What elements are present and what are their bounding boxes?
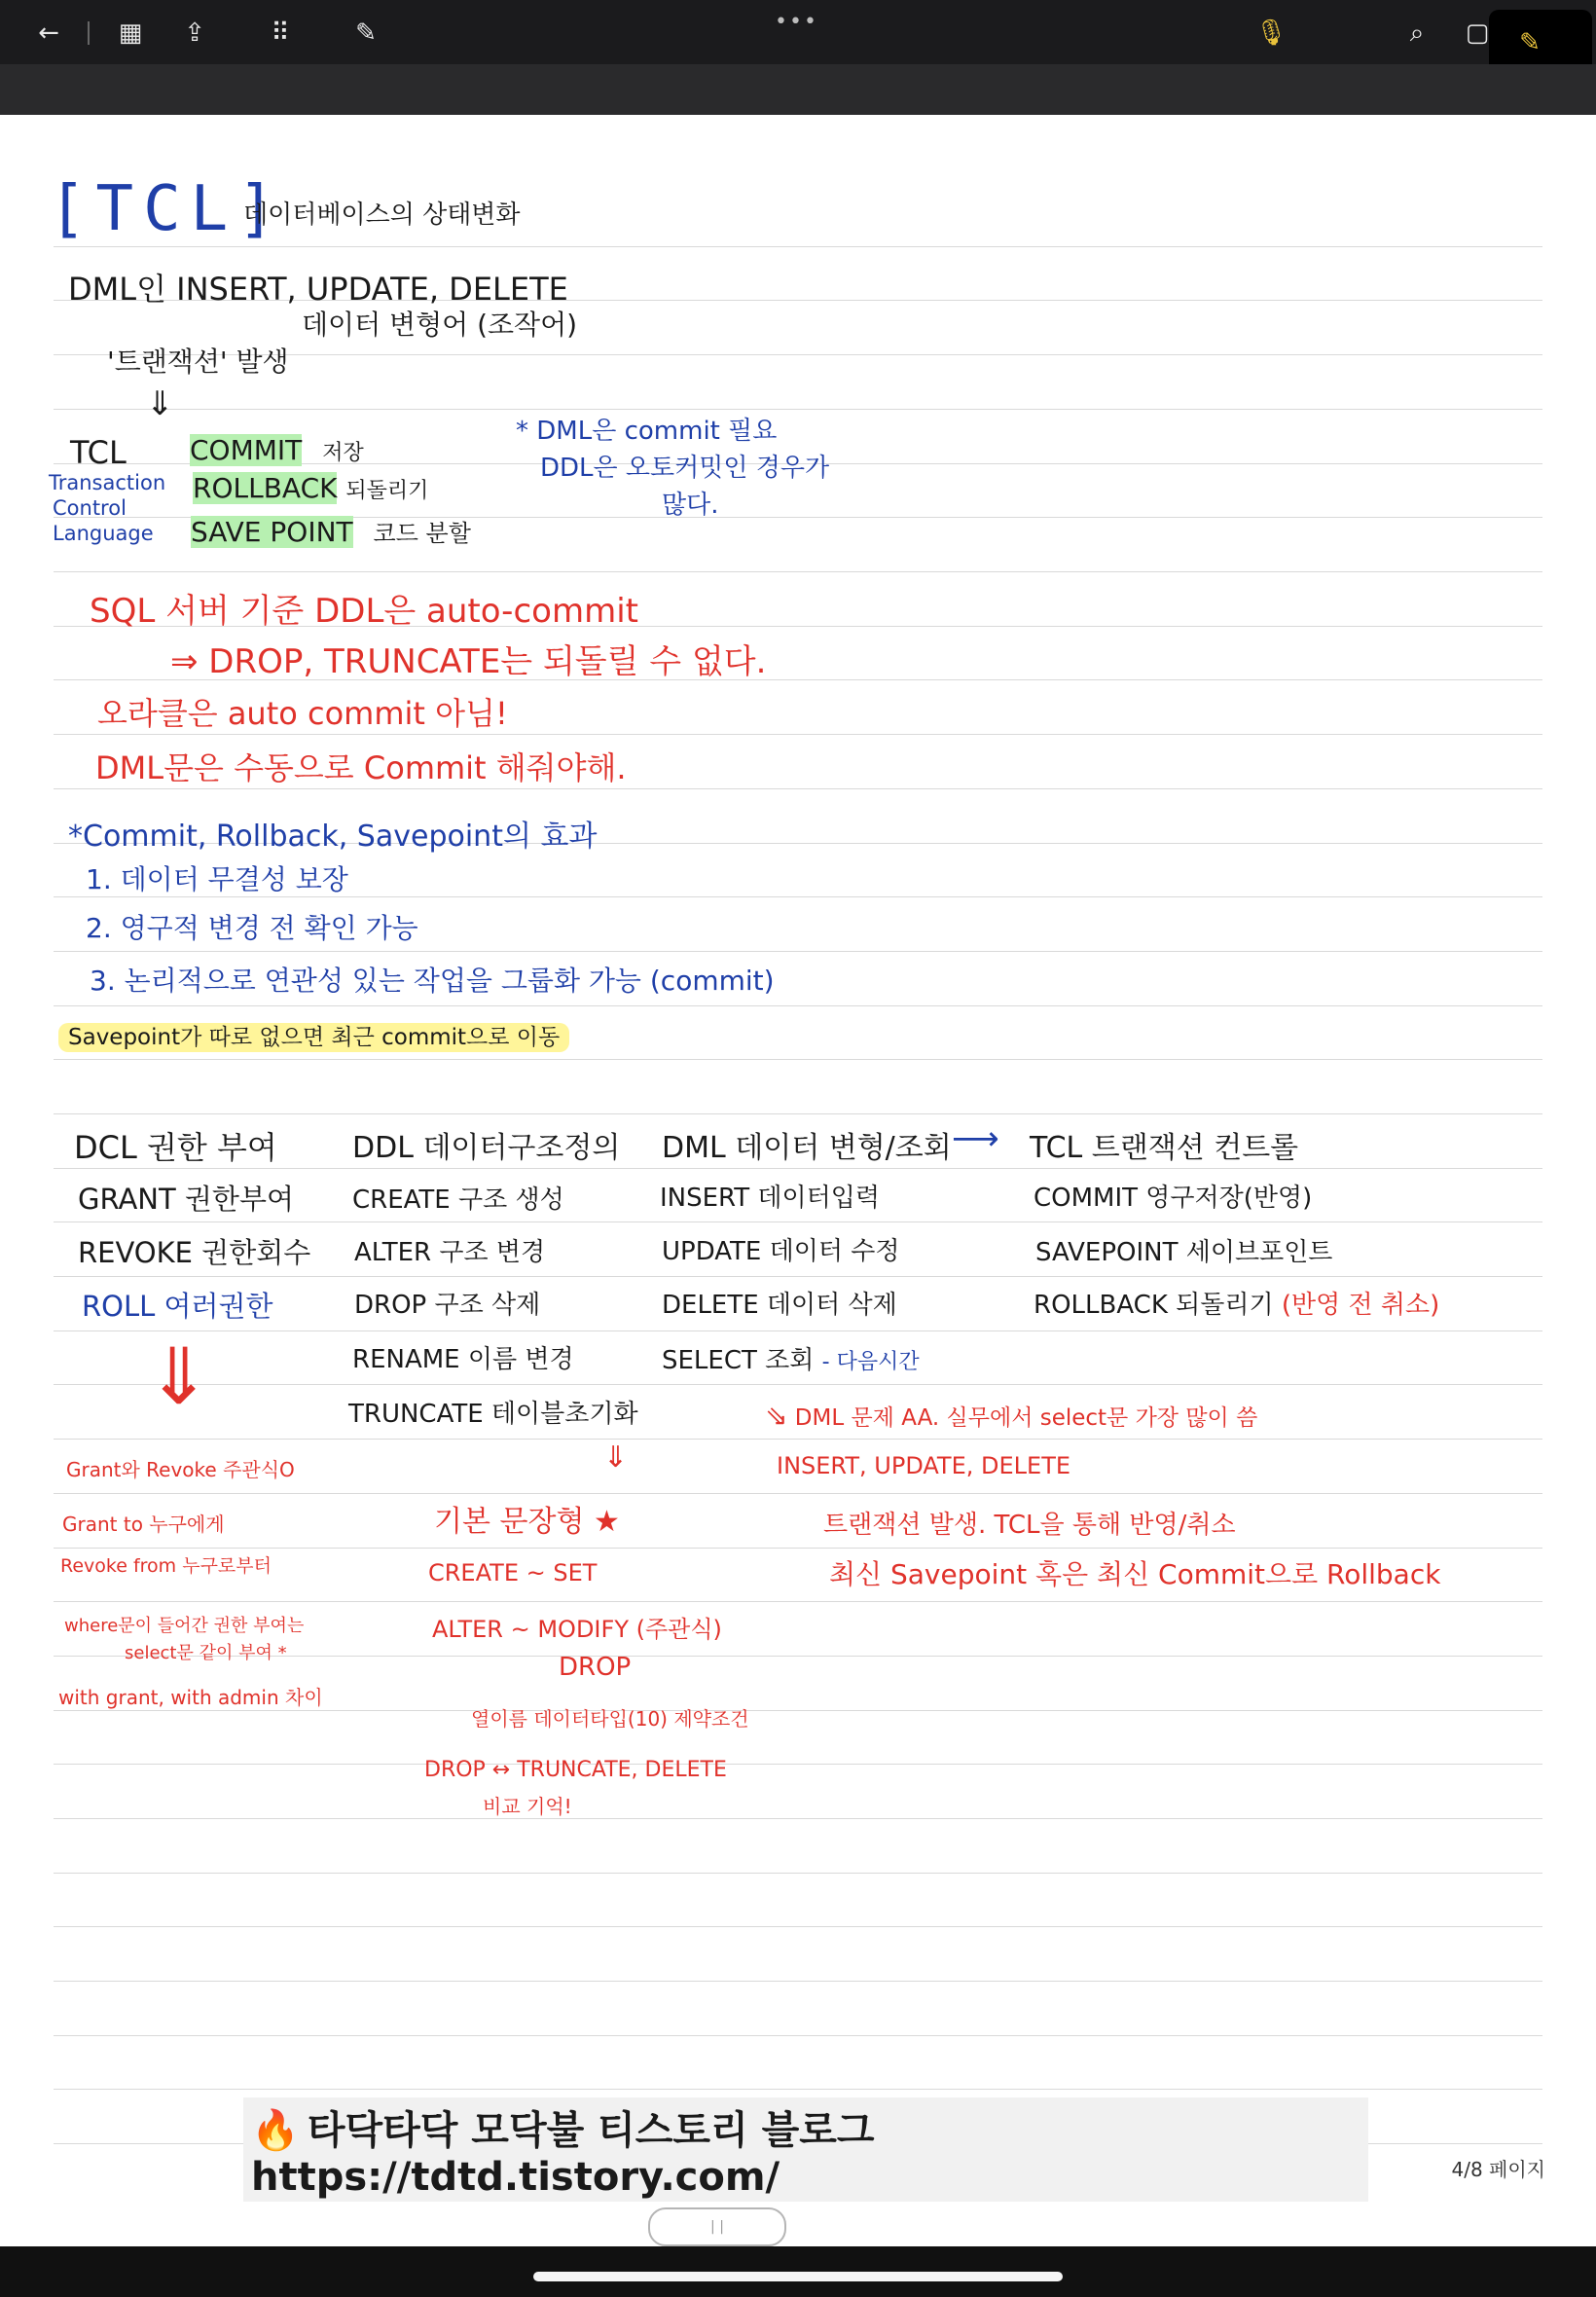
- red-note-2: ⇒ DROP, TRUNCATE는 되돌릴 수 없다.: [170, 642, 767, 681]
- secondary-toolbar: [0, 64, 1596, 115]
- ruled-line: [54, 1548, 1542, 1549]
- ruled-line: [54, 1168, 1542, 1169]
- back-arrow-icon[interactable]: ←: [38, 18, 59, 48]
- ruled-line: [54, 1710, 1542, 1711]
- top-toolbar: [0, 0, 1596, 64]
- red-small-down-arrow-icon: ⇓: [603, 1440, 629, 1475]
- grant-note-5: select문 같이 부여 *: [125, 1643, 287, 1663]
- rollback-keyword: ROLLBACK: [193, 472, 338, 504]
- grant-note-4: where문이 들어간 권한 부여는: [64, 1616, 305, 1636]
- rollback-desc: 되돌리기: [345, 479, 429, 503]
- ruled-line: [54, 1439, 1542, 1440]
- tcl-full-2: Control: [53, 496, 127, 520]
- ruled-line: [54, 1113, 1542, 1114]
- tcl-full-1: Transaction: [49, 471, 166, 494]
- grant-note-6: with grant, with admin 차이: [58, 1686, 323, 1709]
- apps-dots-icon[interactable]: ⠿: [271, 18, 290, 48]
- dml-note-2: INSERT, UPDATE, DELETE: [777, 1452, 1071, 1479]
- red-note-1: SQL 서버 기준 DDL은 auto-commit: [90, 592, 638, 631]
- red-note-4: DML문은 수동으로 Commit 해줘야해.: [95, 749, 627, 786]
- ruled-line: [54, 1221, 1542, 1222]
- more-options-icon[interactable]: •••: [775, 10, 818, 34]
- dml-note-3: 트랜잭션 발생. TCL을 통해 반영/취소: [823, 1511, 1236, 1540]
- dml-header: DML 데이터 변형/조회: [662, 1131, 952, 1165]
- ruled-line: [54, 1818, 1542, 1819]
- ruled-line: [54, 1059, 1542, 1060]
- ruled-line: [54, 1601, 1542, 1602]
- dml-select-note: - 다음시간: [821, 1350, 920, 1374]
- tcl-header: TCL 트랜잭션 컨트롤: [1030, 1131, 1299, 1165]
- ddl-alter: ALTER 구조 변경: [354, 1238, 546, 1267]
- red-right-arrow-icon: ⇘: [765, 1400, 788, 1432]
- grant-note-2: Grant to 누구에게: [62, 1513, 225, 1536]
- tcl-rollback-label: ROLLBACK 되돌리기: [1034, 1291, 1274, 1320]
- tcl-rollback: [1034, 1285, 1439, 1321]
- dml-desc: 데이터 변형어 (조작어): [302, 309, 578, 341]
- fire-icon: 🔥: [251, 2108, 300, 2153]
- ddl-note-7: 비교 기억!: [483, 1795, 572, 1818]
- ddl-create: CREATE 구조 생성: [352, 1185, 564, 1215]
- blue-note-3: 많다.: [662, 491, 719, 520]
- ruled-line: [54, 1926, 1542, 1927]
- note-subtitle: 데이터베이스의 상태변화: [243, 201, 521, 230]
- tcl-full-3: Language: [53, 522, 154, 545]
- ddl-truncate: TRUNCATE 테이블초기화: [348, 1400, 638, 1429]
- tcl-label: TCL: [70, 434, 127, 471]
- grant-note-1: Grant와 Revoke 주관식O: [66, 1458, 295, 1481]
- ddl-rename: RENAME 이름 변경: [352, 1345, 574, 1374]
- tcl-commit: COMMIT 영구저장(반영): [1034, 1184, 1313, 1213]
- dcl-roll: ROLL 여러권한: [82, 1290, 273, 1323]
- ruled-line: [54, 951, 1542, 952]
- ddl-note-6: DROP ↔ TRUNCATE, DELETE: [424, 1758, 727, 1782]
- dcl-revoke: REVOKE 권한회수: [78, 1236, 311, 1269]
- dml-select: [662, 1340, 920, 1376]
- ddl-note-5: 열이름 데이터타입(10) 제약조건: [471, 1707, 749, 1731]
- yellow-note-text: Savepoint가 따로 없으면 최근 commit으로 이동: [58, 1023, 569, 1052]
- ruled-line: [54, 2035, 1542, 2036]
- blue-item-3: 3. 논리적으로 연관성 있는 작업을 그룹화 가능 (commit): [90, 965, 775, 997]
- toolbar-divider: [88, 21, 90, 45]
- tcl-rollback-note: (반영 전 취소): [1281, 1291, 1440, 1320]
- savepoint-row: [191, 514, 471, 548]
- ruled-line: [54, 1981, 1542, 1982]
- dml-insert: INSERT 데이터입력: [660, 1184, 880, 1213]
- ddl-drop: DROP 구조 삭제: [354, 1291, 541, 1320]
- ddl-note-2: CREATE ~ SET: [428, 1559, 598, 1586]
- pen-icon: ✎: [1519, 28, 1541, 57]
- grant-note-3: Revoke from 누구로부터: [60, 1555, 272, 1577]
- dml-delete: DELETE 데이터 삭제: [662, 1291, 897, 1320]
- dcl-header: DCL 권한 부여: [74, 1129, 277, 1166]
- page-scroll-handle[interactable]: | |: [648, 2207, 786, 2246]
- savepoint-desc: 코드 분할: [373, 520, 471, 547]
- commit-desc: 저장: [322, 441, 364, 465]
- dml-note-1: [765, 1400, 1257, 1432]
- commit-row: [190, 434, 364, 466]
- ruled-line: [54, 409, 1542, 410]
- ddl-note-4: DROP: [559, 1653, 632, 1682]
- ruled-line: [54, 2089, 1542, 2090]
- ruled-line: [54, 1276, 1542, 1277]
- ddl-note-3: ALTER ~ MODIFY (주관식): [432, 1616, 722, 1643]
- yellow-note: [58, 1019, 569, 1051]
- ddl-note-1: 기본 문장형 ★: [434, 1505, 620, 1539]
- ruled-line: [54, 571, 1542, 572]
- dml-note-4: 최신 Savepoint 혹은 최신 Commit으로 Rollback: [829, 1558, 1441, 1590]
- rollback-row: [193, 472, 428, 504]
- grid-view-icon[interactable]: ▦: [118, 18, 143, 48]
- tcl-savepoint: SAVEPOINT 세이브포인트: [1035, 1238, 1333, 1267]
- blue-heading: *Commit, Rollback, Savepoint의 효과: [68, 820, 598, 854]
- down-arrow-icon: ⇓: [146, 384, 174, 423]
- red-down-arrow-icon: ⇓: [146, 1331, 212, 1422]
- blue-note-1: * DML은 commit 필요: [516, 417, 778, 446]
- microphone-icon[interactable]: 🎙: [1254, 18, 1288, 48]
- savepoint-keyword: SAVE POINT: [191, 516, 353, 548]
- blue-item-2: 2. 영구적 변경 전 확인 가능: [86, 912, 418, 944]
- ruled-line: [54, 1384, 1542, 1385]
- ruled-line: [54, 734, 1542, 735]
- export-icon[interactable]: ⇪: [184, 18, 205, 48]
- commit-keyword: COMMIT: [190, 434, 303, 466]
- blue-note-2: DDL은 오토커밋인 경우가: [540, 454, 830, 483]
- blog-footer: [243, 2097, 1368, 2202]
- blog-footer-text: 타닥타닥 모닥불 티스토리 블로그 https://tdtd.tistory.com/: [251, 2108, 875, 2200]
- ruled-line: [54, 1873, 1542, 1874]
- blue-item-1: 1. 데이터 무결성 보장: [86, 863, 348, 895]
- home-gesture-handle[interactable]: [533, 2272, 1063, 2281]
- red-note-3: 오라클은 auto commit 아님!: [97, 695, 508, 732]
- dml-update: UPDATE 데이터 수정: [662, 1237, 900, 1266]
- right-arrow-icon: ⟶: [952, 1119, 999, 1158]
- ruled-line: [54, 1005, 1542, 1006]
- ruled-line: [54, 1764, 1542, 1765]
- note-title: [TCL]: [49, 173, 285, 245]
- dcl-grant: GRANT 권한부여: [78, 1183, 294, 1216]
- dml-note-1-text: DML 문제 AA. 실무에서 select문 가장 많이 씀: [794, 1405, 1258, 1431]
- reader-mode-icon[interactable]: ▢: [1465, 18, 1490, 48]
- dml-select-label: SELECT 조회: [662, 1346, 815, 1375]
- ruled-line: [54, 788, 1542, 789]
- edit-page-icon[interactable]: ✎: [355, 18, 377, 48]
- ruled-line: [54, 1493, 1542, 1494]
- search-icon[interactable]: ⌕: [1409, 18, 1425, 48]
- page-indicator: 4/8 페이지: [1451, 2158, 1545, 2181]
- transaction-occur: '트랜잭션' 발생: [107, 346, 289, 378]
- ddl-header: DDL 데이터구조정의: [352, 1131, 621, 1165]
- dml-line: DML인 INSERT, UPDATE, DELETE: [68, 271, 568, 308]
- ruled-line: [54, 246, 1542, 247]
